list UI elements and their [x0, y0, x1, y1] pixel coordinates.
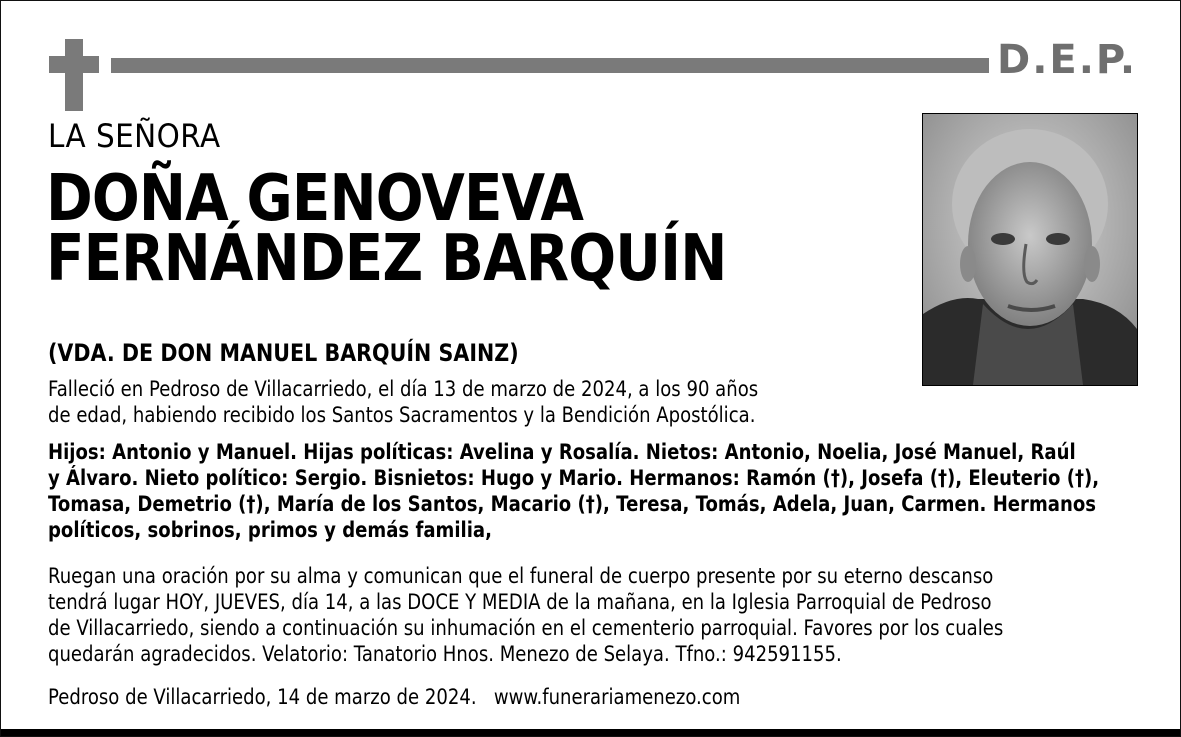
family-line: políticos, sobrinos, primos y demás familia, — [48, 518, 492, 542]
funeral-line: de Villacarriedo, siendo a continuación su inhumación en el cementerio parroquial. Favores por los cuales — [48, 616, 1004, 640]
death-notice-line: de edad, habiendo recibido los Santos Sacramentos y la Bendición Apostólica. — [48, 403, 756, 427]
family-text — [48, 439, 1119, 543]
bottom-bar — [1, 729, 1180, 736]
funeral-text — [48, 563, 1119, 667]
family-line: Hijos: Antonio y Manuel. Hijas políticas: Avelina y Rosalía. Nietos: Antonio, Noelia, José Manuel, Raúl — [48, 440, 1076, 464]
footer — [48, 684, 1119, 710]
portrait-photo — [922, 113, 1138, 386]
footer-website[interactable]: www.funerariamenezo.com — [493, 685, 741, 709]
funeral-line: Ruegan una oración por su alma y comunican que el funeral de cuerpo presente por su eterno descanso — [48, 564, 994, 588]
death-notice-text — [48, 376, 874, 428]
dep-label: D.E.P. — [997, 37, 1138, 83]
cross-icon — [49, 39, 99, 111]
funeral-line: tendrá lugar HOY, JUEVES, día 14, a las DOCE Y MEDIA de la mañana, en la Iglesia Parroquial de Pedroso — [48, 590, 992, 614]
header-rule — [111, 58, 989, 73]
deceased-name — [46, 162, 727, 296]
family-line: y Álvaro. Nieto político: Sergio. Bisnietos: Hugo y Mario. Hermanos: Ramón (†), Josefa (†), Eleuterio (†), — [48, 466, 1100, 490]
widow-of: (VDA. DE DON MANUEL BARQUÍN SAINZ) — [48, 339, 519, 367]
funeral-line: quedarán agradecidos. Velatorio: Tanatorio Hnos. Menezo de Selaya. Tfno.: 942591155. — [48, 642, 842, 666]
family-line: Tomasa, Demetrio (†), María de los Santos, Macario (†), Teresa, Tomás, Adela, Juan, Carmen. Hermanos — [48, 492, 1096, 516]
death-notice-line: Falleció en Pedroso de Villacarriedo, el día 13 de marzo de 2024, a los 90 años — [48, 377, 759, 401]
name-line-1: DOÑA GENOVEVA — [46, 162, 584, 236]
name-line-2: FERNÁNDEZ BARQUÍN — [46, 222, 727, 296]
intro-label: LA SEÑORA — [48, 117, 221, 155]
footer-place-date: Pedroso de Villacarriedo, 14 de marzo de 2024. — [48, 685, 477, 709]
